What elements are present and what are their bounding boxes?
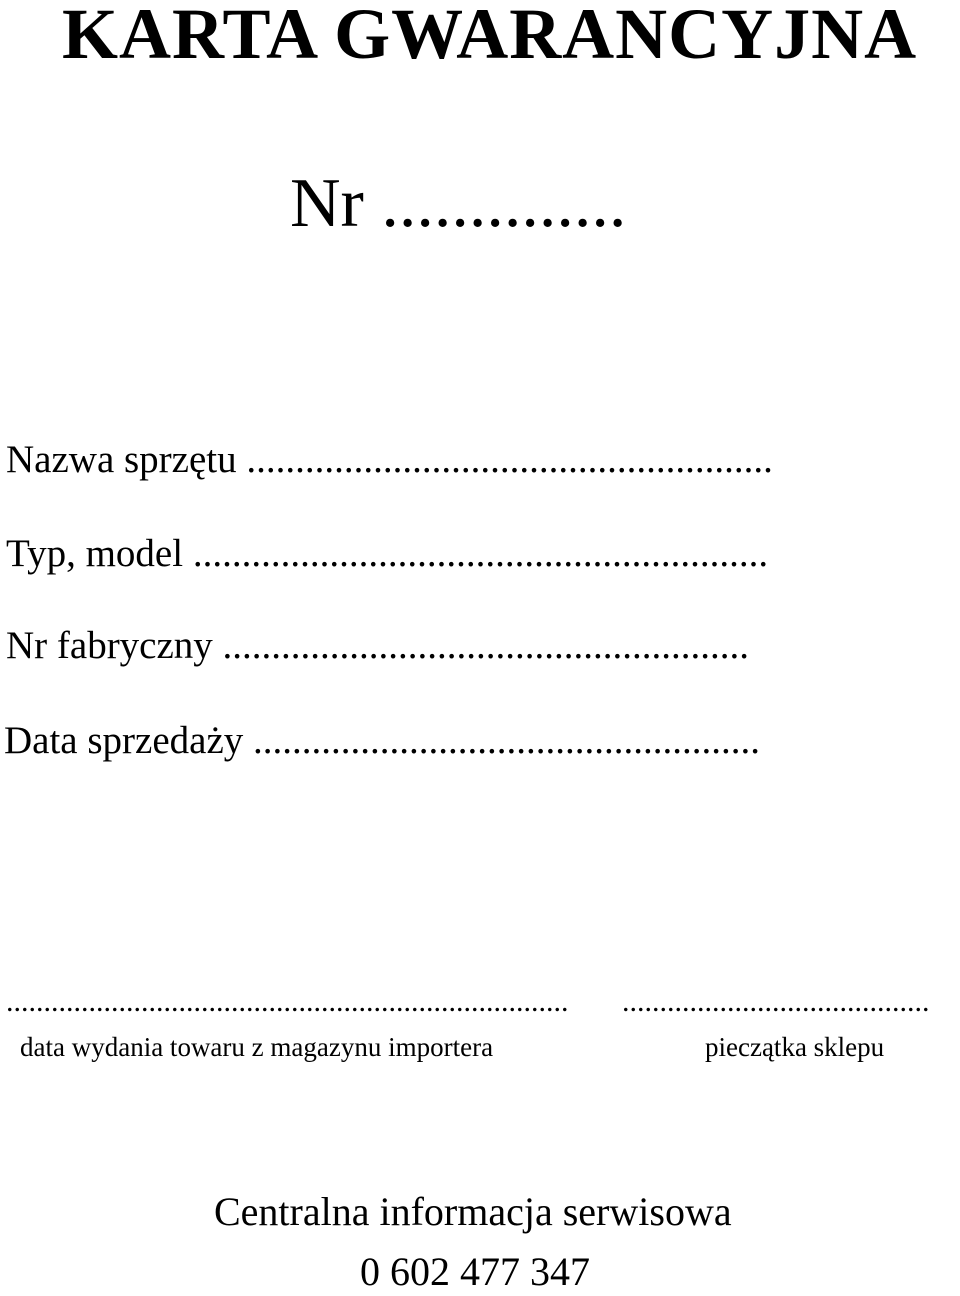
document-title: KARTA GWARANCYJNA [62, 0, 918, 74]
release-date-caption: data wydania towaru z magazynu importera [20, 1032, 494, 1062]
service-info-label: Centralna informacja serwisowa [214, 1189, 732, 1234]
serial-number-field: Nr fabryczny ...................................................... [6, 624, 750, 667]
shop-stamp-signature-line: ......................................... [622, 985, 930, 1018]
service-phone-number: 0 602 477 347 [360, 1249, 590, 1294]
equipment-name-field: Nazwa sprzętu ...................................................... [6, 438, 773, 481]
release-date-signature-line: ........................................................................... [6, 985, 569, 1018]
type-model-field: Typ, model ........................................................... [6, 532, 769, 575]
warranty-number-field: Nr .............. [290, 165, 627, 242]
shop-stamp-caption: pieczątka sklepu [705, 1032, 885, 1062]
sale-date-field: Data sprzedaży .................................................... [4, 719, 761, 762]
